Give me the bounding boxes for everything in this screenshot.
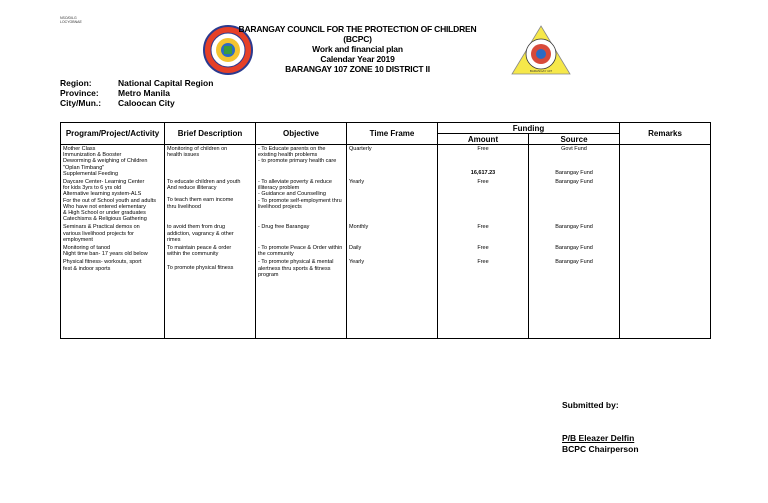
header-source: Source [529, 134, 620, 145]
brief-line: To educate children and youth [167, 179, 241, 186]
timeframe-cell: Yearly [347, 258, 438, 339]
program-line: Who have not entered elementary [63, 203, 146, 210]
program-cell [61, 244, 165, 258]
amount-value: Free [477, 146, 489, 152]
program-line: Seminars & Practical demos on [63, 224, 140, 231]
objective-cell [256, 244, 347, 258]
source-value: Barangay Fund [555, 224, 593, 231]
header-objective: Objective [256, 123, 347, 145]
program-cell [61, 223, 165, 244]
program-line: Monitoring of tanod [63, 245, 111, 252]
city-value: Caloocan City [118, 98, 175, 108]
program-line: Mother Class [63, 146, 96, 152]
amount-value: Free [477, 224, 489, 231]
table-row [61, 258, 711, 339]
remarks-cell [620, 258, 711, 339]
timeframe-cell: Yearly [347, 178, 438, 223]
program-line: Night time ban- 17 years old below [63, 251, 148, 258]
program-line: Physical fitness- workouts, sport [63, 259, 142, 266]
region-row [60, 78, 213, 88]
brief-line: thru livelihood [167, 203, 201, 210]
program-line: Alternative learning system-ALS [63, 191, 142, 198]
objective-item: - To promote Peace & Order within the community [258, 245, 344, 257]
source-cell [529, 244, 620, 258]
remarks-cell [620, 244, 711, 258]
brief-cell [165, 223, 256, 244]
objective-item: - To promote physical & mental alertness thru sports & fitness program [258, 259, 344, 278]
brief-line: And reduce illiteracy [167, 185, 217, 192]
program-line: For the out of School youth and adults [63, 197, 156, 204]
brief-line: to avoid them from drug [167, 224, 226, 231]
document-header [230, 24, 485, 74]
document-code [60, 16, 82, 24]
header-remarks: Remarks [620, 123, 711, 145]
header-funding: Funding [438, 123, 620, 134]
timeframe-cell: Daily [347, 244, 438, 258]
program-cell [61, 178, 165, 223]
timeframe-cell: Quarterly [347, 145, 438, 179]
brief-line: Monitoring of children on [167, 146, 228, 152]
province-row [60, 88, 213, 98]
submitted-by-label: Submitted by: [562, 400, 619, 410]
work-plan-table [60, 122, 711, 339]
brief-cell [165, 178, 256, 223]
timeframe-cell: Monthly [347, 223, 438, 244]
table-row [61, 178, 711, 223]
source-value: Barangay Fund [555, 179, 593, 186]
remarks-cell [620, 178, 711, 223]
amount-value: Free [477, 179, 489, 186]
objective-item: - Drug free Barangay [258, 224, 344, 230]
objective-item: - To Educate parents on the existing health problems [258, 146, 344, 158]
objective-cell [256, 145, 347, 179]
brief-cell [165, 244, 256, 258]
remarks-cell [620, 223, 711, 244]
brief-line: within the community [167, 251, 219, 258]
program-line: Deworming & weighing of Children [63, 158, 148, 165]
table-row [61, 244, 711, 258]
amount-value: Free [477, 259, 489, 266]
header-timeframe: Time Frame [347, 123, 438, 145]
header-brief: Brief Description [165, 123, 256, 145]
city-label: City/Mun.: [60, 98, 102, 108]
signatory-name: P/B Eleazer Delfin [562, 433, 635, 443]
source-value: Barangay Fund [555, 245, 593, 252]
header-amount: Amount [438, 134, 529, 145]
source-cell [529, 178, 620, 223]
amount-cell [438, 223, 529, 244]
amount-value: Free [477, 245, 489, 252]
program-line: fest & indoor sports [63, 265, 111, 272]
remarks-cell [620, 145, 711, 179]
header-year: Calendar Year 2019 [320, 54, 395, 64]
amount-cell [438, 178, 529, 223]
header-subtitle: Work and financial plan [312, 44, 403, 54]
amount-value: 16,617.23 [470, 170, 496, 177]
source-cell [529, 258, 620, 339]
program-line: for kids 3yrs to 6 yrs old [63, 185, 122, 192]
program-line: Supplemental Feeding [63, 170, 119, 177]
region-value: National Capital Region [118, 78, 214, 88]
header-program: Program/Project/Activity [61, 123, 165, 145]
amount-cell [438, 145, 529, 179]
brief-line: To promote physical fitness [167, 265, 234, 272]
region-label: Region: [60, 78, 92, 88]
program-line: employment [63, 236, 93, 243]
amount-cell [438, 244, 529, 258]
city-row [60, 98, 213, 108]
brief-line: rimes [167, 236, 181, 243]
header-barangay: BARANGAY 107 ZONE 10 DISTRICT II [285, 64, 430, 74]
brief-line: To teach them earn income [167, 197, 234, 204]
brief-line: To maintain peace & order [167, 245, 232, 252]
objective-item: - to promote primary health care [258, 158, 344, 164]
program-line: "Oplan Timbang" [63, 164, 105, 171]
seal-text: BARANGAY 107 [529, 69, 553, 73]
table-row [61, 223, 711, 244]
program-line: Daycare Center- Learning Center [63, 179, 145, 186]
objective-cell [256, 223, 347, 244]
brief-line: health issues [167, 152, 200, 159]
source-cell [529, 145, 620, 179]
source-value: Govt Fund [561, 146, 587, 152]
brief-line: addiction, vagrancy & other [167, 230, 234, 237]
barangay-seal-icon [510, 24, 572, 76]
program-line: Catechisms & Religious Gathering [63, 216, 147, 223]
table-row [61, 145, 711, 179]
document-code-line: LOCYOBNAE [60, 20, 82, 24]
objective-cell [256, 258, 347, 339]
header-title: BARANGAY COUNCIL FOR THE PROTECTION OF CHILDREN (BCPC) [238, 24, 477, 44]
source-value: Barangay Fund [555, 259, 593, 266]
document-code-line: NSO/DILG [60, 16, 77, 20]
program-line: various livelihood projects for [63, 230, 134, 237]
program-cell [61, 258, 165, 339]
program-cell [61, 145, 165, 179]
signatory-title: BCPC Chairperson [562, 444, 639, 454]
location-info [60, 78, 213, 108]
objective-item: - To promote self-employment thru livelihood projects [258, 198, 344, 210]
brief-cell [165, 145, 256, 179]
program-line: Immunization & Booster [63, 152, 122, 159]
brief-cell [165, 258, 256, 339]
objective-item: - Guidance and Counselling [258, 191, 344, 197]
province-label: Province: [60, 88, 99, 98]
program-line: & High School or under graduates [63, 210, 146, 217]
amount-cell [438, 258, 529, 339]
objective-cell [256, 178, 347, 223]
objective-item: - To alleviate poverty & reduce illiteracy problem [258, 179, 344, 191]
source-cell [529, 223, 620, 244]
province-value: Metro Manila [118, 88, 170, 98]
source-value: Barangay Fund [555, 170, 593, 177]
